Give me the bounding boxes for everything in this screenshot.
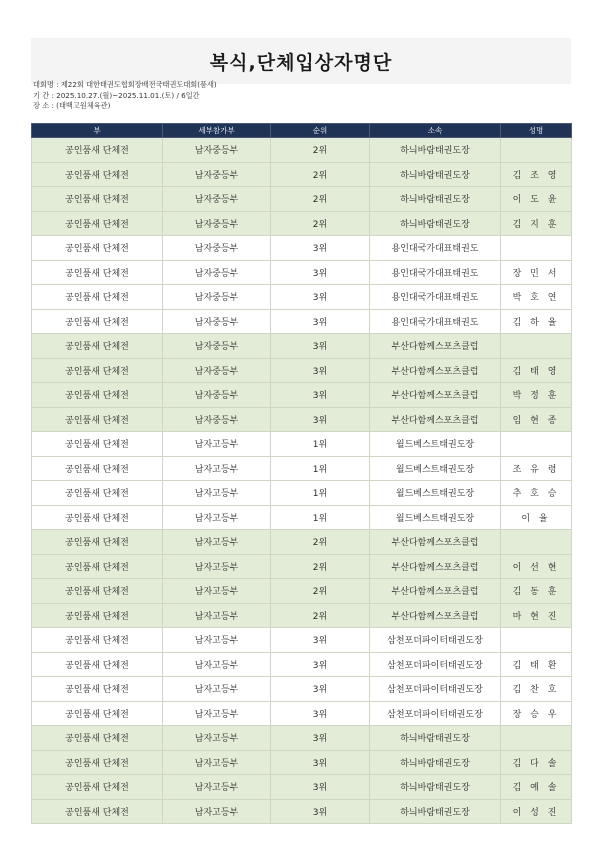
cell-rank: 3위 — [271, 701, 370, 726]
cell-category: 남자중등부 — [163, 211, 271, 236]
cell-rank: 3위 — [271, 677, 370, 702]
table-row — [32, 554, 572, 579]
cell-category: 남자고등부 — [163, 750, 271, 775]
event-name: 대회명 : 제22회 대한태권도협회장배전국태권도대회(품새) — [33, 80, 217, 89]
cell-rank: 3위 — [271, 628, 370, 653]
cell-team: 하늬바람태권도장 — [370, 750, 501, 775]
col-header-team: 소속 — [370, 124, 501, 138]
cell-name: 조 유 령 — [501, 456, 572, 481]
cell-division: 공인품새 단체전 — [32, 334, 163, 359]
cell-name — [501, 334, 572, 359]
cell-category: 남자중등부 — [163, 236, 271, 261]
cell-name — [501, 138, 572, 163]
cell-name: 박 정 훈 — [501, 383, 572, 408]
cell-team: 삼천포더파이터태권도장 — [370, 628, 501, 653]
cell-category: 남자고등부 — [163, 432, 271, 457]
table-row — [32, 799, 572, 824]
cell-name: 김 다 솔 — [501, 750, 572, 775]
table-row — [32, 334, 572, 359]
cell-team: 용인대국가대표태권도 — [370, 236, 501, 261]
cell-name: 이 도 윤 — [501, 187, 572, 212]
cell-division: 공인품새 단체전 — [32, 407, 163, 432]
table-row — [32, 505, 572, 530]
table-row — [32, 260, 572, 285]
cell-category: 남자중등부 — [163, 187, 271, 212]
cell-team: 삼천포더파이터태권도장 — [370, 677, 501, 702]
cell-team: 월드베스트태권도장 — [370, 481, 501, 506]
cell-name — [501, 432, 572, 457]
cell-category: 남자고등부 — [163, 775, 271, 800]
table-row — [32, 481, 572, 506]
cell-name: 임 현 종 — [501, 407, 572, 432]
cell-division: 공인품새 단체전 — [32, 285, 163, 310]
cell-rank: 3위 — [271, 309, 370, 334]
cell-category: 남자중등부 — [163, 334, 271, 359]
cell-rank: 2위 — [271, 138, 370, 163]
cell-category: 남자중등부 — [163, 285, 271, 310]
cell-team: 부산다함께스포츠클럽 — [370, 358, 501, 383]
cell-rank: 2위 — [271, 187, 370, 212]
cell-division: 공인품새 단체전 — [32, 750, 163, 775]
cell-division: 공인품새 단체전 — [32, 456, 163, 481]
cell-category: 남자고등부 — [163, 554, 271, 579]
cell-category: 남자고등부 — [163, 701, 271, 726]
cell-division: 공인품새 단체전 — [32, 677, 163, 702]
table-row — [32, 407, 572, 432]
table-row — [32, 726, 572, 751]
cell-rank: 1위 — [271, 456, 370, 481]
cell-rank: 2위 — [271, 579, 370, 604]
cell-rank: 3위 — [271, 383, 370, 408]
cell-division: 공인품새 단체전 — [32, 726, 163, 751]
winners-table — [31, 123, 572, 824]
table-row — [32, 579, 572, 604]
table-row — [32, 677, 572, 702]
col-header-rank: 순위 — [271, 124, 370, 138]
cell-team: 하늬바람태권도장 — [370, 775, 501, 800]
cell-division: 공인품새 단체전 — [32, 432, 163, 457]
cell-category: 남자고등부 — [163, 726, 271, 751]
cell-team: 용인대국가대표태권도 — [370, 260, 501, 285]
cell-category: 남자중등부 — [163, 407, 271, 432]
cell-rank: 2위 — [271, 530, 370, 555]
cell-team: 하늬바람태권도장 — [370, 138, 501, 163]
cell-team: 하늬바람태권도장 — [370, 162, 501, 187]
table-header-row — [32, 124, 572, 138]
cell-team: 부산다함께스포츠클럽 — [370, 579, 501, 604]
cell-team: 월드베스트태권도장 — [370, 456, 501, 481]
cell-team: 부산다함께스포츠클럽 — [370, 407, 501, 432]
title-band — [31, 38, 571, 84]
cell-category: 남자중등부 — [163, 260, 271, 285]
table-row — [32, 211, 572, 236]
cell-rank: 1위 — [271, 432, 370, 457]
cell-division: 공인품새 단체전 — [32, 187, 163, 212]
cell-division: 공인품새 단체전 — [32, 211, 163, 236]
col-header-category: 세부참가부 — [163, 124, 271, 138]
table-row — [32, 383, 572, 408]
cell-name — [501, 236, 572, 261]
table-row — [32, 432, 572, 457]
cell-rank: 2위 — [271, 554, 370, 579]
cell-name: 이 성 진 — [501, 799, 572, 824]
table-row — [32, 187, 572, 212]
cell-division: 공인품새 단체전 — [32, 481, 163, 506]
cell-division: 공인품새 단체전 — [32, 652, 163, 677]
cell-division: 공인품새 단체전 — [32, 260, 163, 285]
cell-division: 공인품새 단체전 — [32, 775, 163, 800]
cell-division: 공인품새 단체전 — [32, 701, 163, 726]
cell-rank: 3위 — [271, 285, 370, 310]
cell-team: 삼천포더파이터태권도장 — [370, 701, 501, 726]
cell-name: 김 예 솔 — [501, 775, 572, 800]
cell-name — [501, 726, 572, 751]
cell-team: 부산다함께스포츠클럽 — [370, 603, 501, 628]
cell-rank: 3위 — [271, 358, 370, 383]
cell-category: 남자고등부 — [163, 505, 271, 530]
cell-name: 장 승 우 — [501, 701, 572, 726]
cell-name: 마 현 진 — [501, 603, 572, 628]
table-row — [32, 358, 572, 383]
event-period: 기 간 : 2025.10.27.(월)~2025.11.01.(토) / 6일간 — [33, 90, 200, 100]
cell-name: 장 민 서 — [501, 260, 572, 285]
table-row — [32, 138, 572, 163]
table-body — [32, 138, 572, 824]
table-row — [32, 603, 572, 628]
cell-rank: 3위 — [271, 799, 370, 824]
table-row — [32, 530, 572, 555]
cell-name: 김 동 훈 — [501, 579, 572, 604]
cell-name: 김 태 영 — [501, 358, 572, 383]
table-row — [32, 236, 572, 261]
cell-rank: 3위 — [271, 236, 370, 261]
cell-rank: 1위 — [271, 505, 370, 530]
cell-rank: 3위 — [271, 407, 370, 432]
cell-team: 월드베스트태권도장 — [370, 505, 501, 530]
cell-rank: 3위 — [271, 726, 370, 751]
cell-division: 공인품새 단체전 — [32, 162, 163, 187]
cell-team: 하늬바람태권도장 — [370, 187, 501, 212]
cell-division: 공인품새 단체전 — [32, 383, 163, 408]
cell-team: 부산다함께스포츠클럽 — [370, 383, 501, 408]
cell-name: 이 율 — [501, 505, 572, 530]
cell-rank: 2위 — [271, 603, 370, 628]
cell-division: 공인품새 단체전 — [32, 138, 163, 163]
event-info — [33, 80, 217, 112]
cell-category: 남자고등부 — [163, 799, 271, 824]
cell-division: 공인품새 단체전 — [32, 628, 163, 653]
cell-category: 남자중등부 — [163, 309, 271, 334]
cell-category: 남자중등부 — [163, 358, 271, 383]
cell-category: 남자고등부 — [163, 677, 271, 702]
cell-category: 남자중등부 — [163, 138, 271, 163]
cell-team: 월드베스트태권도장 — [370, 432, 501, 457]
cell-rank: 3위 — [271, 334, 370, 359]
cell-team: 하늬바람태권도장 — [370, 211, 501, 236]
cell-team: 부산다함께스포츠클럽 — [370, 554, 501, 579]
cell-name — [501, 530, 572, 555]
table-row — [32, 162, 572, 187]
table-row — [32, 456, 572, 481]
cell-category: 남자중등부 — [163, 383, 271, 408]
table-row — [32, 652, 572, 677]
cell-name: 추 호 승 — [501, 481, 572, 506]
cell-division: 공인품새 단체전 — [32, 309, 163, 334]
cell-rank: 1위 — [271, 481, 370, 506]
cell-rank: 2위 — [271, 211, 370, 236]
cell-category: 남자중등부 — [163, 162, 271, 187]
cell-name: 김 하 율 — [501, 309, 572, 334]
cell-category: 남자고등부 — [163, 456, 271, 481]
cell-name — [501, 628, 572, 653]
table-row — [32, 309, 572, 334]
table-row — [32, 628, 572, 653]
cell-rank: 2위 — [271, 162, 370, 187]
cell-division: 공인품새 단체전 — [32, 554, 163, 579]
cell-name: 김 조 영 — [501, 162, 572, 187]
cell-team: 용인대국가대표태권도 — [370, 285, 501, 310]
col-header-name: 성명 — [501, 124, 572, 138]
cell-team: 부산다함께스포츠클럽 — [370, 334, 501, 359]
cell-name: 김 태 환 — [501, 652, 572, 677]
cell-division: 공인품새 단체전 — [32, 236, 163, 261]
table-row — [32, 285, 572, 310]
cell-division: 공인품새 단체전 — [32, 358, 163, 383]
cell-rank: 3위 — [271, 652, 370, 677]
event-venue: 장 소 : (태백고원체육관) — [33, 101, 111, 110]
cell-team: 부산다함께스포츠클럽 — [370, 530, 501, 555]
cell-division: 공인품새 단체전 — [32, 579, 163, 604]
cell-category: 남자고등부 — [163, 481, 271, 506]
cell-category: 남자고등부 — [163, 579, 271, 604]
cell-name: 박 호 연 — [501, 285, 572, 310]
table-row — [32, 750, 572, 775]
cell-rank: 3위 — [271, 750, 370, 775]
cell-team: 하늬바람태권도장 — [370, 726, 501, 751]
cell-division: 공인품새 단체전 — [32, 505, 163, 530]
cell-name: 이 선 현 — [501, 554, 572, 579]
cell-team: 용인대국가대표태권도 — [370, 309, 501, 334]
cell-name: 김 찬 호 — [501, 677, 572, 702]
cell-category: 남자고등부 — [163, 628, 271, 653]
page-title: 복식,단체입상자명단 — [209, 51, 393, 74]
cell-category: 남자고등부 — [163, 652, 271, 677]
table-row — [32, 775, 572, 800]
cell-division: 공인품새 단체전 — [32, 799, 163, 824]
cell-rank: 3위 — [271, 260, 370, 285]
cell-category: 남자고등부 — [163, 603, 271, 628]
col-header-division: 부 — [32, 124, 163, 138]
cell-rank: 3위 — [271, 775, 370, 800]
table-row — [32, 701, 572, 726]
cell-team: 삼천포더파이터태권도장 — [370, 652, 501, 677]
cell-team: 하늬바람태권도장 — [370, 799, 501, 824]
cell-name: 김 지 훈 — [501, 211, 572, 236]
cell-category: 남자고등부 — [163, 530, 271, 555]
cell-division: 공인품새 단체전 — [32, 603, 163, 628]
cell-division: 공인품새 단체전 — [32, 530, 163, 555]
